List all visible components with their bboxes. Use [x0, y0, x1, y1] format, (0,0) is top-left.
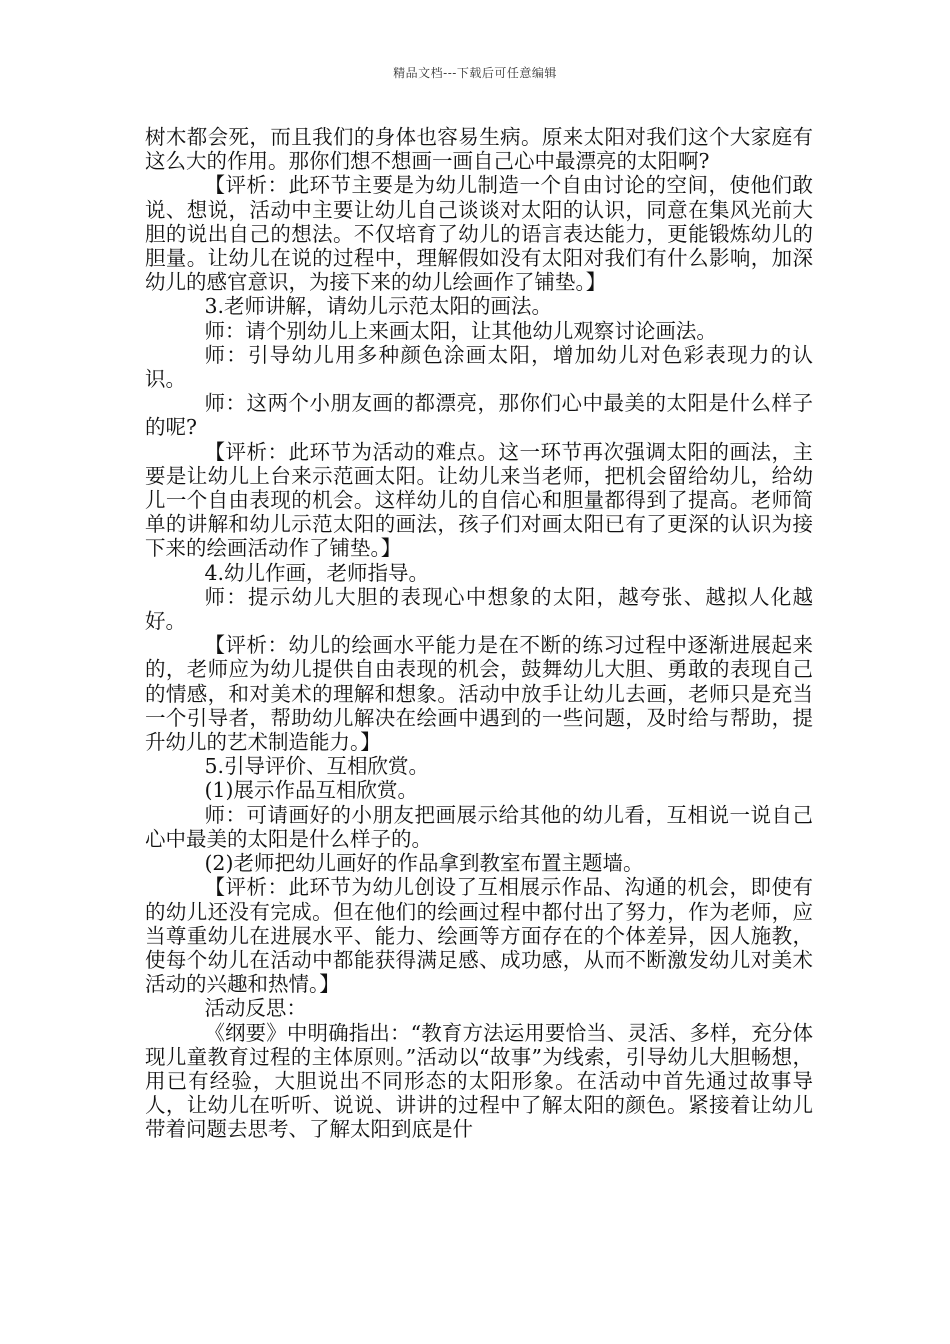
paragraph-12: (1)展示作品互相欣赏。: [204, 778, 418, 803]
paragraph-8: 4.幼儿作画，老师指导。: [204, 560, 429, 585]
paragraph-11: 5.引导评价、互相欣赏。: [204, 754, 429, 779]
paragraph-14: (2)老师把幼儿画好的作品拿到教室布置主题墙。: [204, 851, 644, 876]
paragraph-4: 师：请个别幼儿上来画太阳，让其他幼儿观察讨论画法。: [204, 318, 717, 343]
paragraph-5: 师：引导幼儿用多种颜色涂画太阳，增加幼儿对色彩表现力的认识。: [145, 342, 813, 392]
paragraph-3: 3.老师讲解，请幼儿示范太阳的画法。: [204, 294, 552, 319]
paragraph-15: 【评析：此环节为幼儿创设了互相展示作品、沟通的机会，即使有的幼儿还没有完成。但在他们的绘画过程中都付出了努力，作为老师，应当尊重幼儿在进展水平、能力、绘画等方面存在的个体差异，因人施教，使每个幼儿在活动中都能获得满足感、成功感，从而不断激发幼儿对美术活动的兴趣和热情。】: [145, 875, 813, 997]
paragraph-1: 树木都会死，而且我们的身体也容易生病。原来太阳对我们这个大家庭有这么大的作用。那你们想不想画一画自己心中最漂亮的太阳啊?: [145, 125, 813, 174]
paragraph-16: 活动反思：: [204, 996, 307, 1021]
page-header: 精品文档---下载后可任意编辑: [393, 66, 557, 80]
paragraph-17: 《纲要》中明确指出：“教育方法运用要恰当、灵活、多样，充分体现儿童教育过程的主体原则。”活动以“故事”为线索，引导幼儿大胆畅想，用已有经验，大胆说出不同形态的太阳形象。在活动中首先通过故事导人，让幼儿在听听、说说、讲讲的过程中了解太阳的颜色。紧接着让幼儿带着问题去思考、了解太阳到底是什: [145, 1020, 813, 1142]
paragraph-2: 【评析：此环节主要是为幼儿制造一个自由讨论的空间，使他们敢说、想说，活动中主要让幼儿自己谈谈对太阳的认识，同意在集风光前大胆的说出自己的想法。不仅培育了幼儿的语言表达能力，更能锻炼幼儿的胆量。让幼儿在说的过程中，理解假如没有太阳对我们有什么影响，加深幼儿的感官意识，为接下来的幼儿绘画作了铺垫。】: [145, 173, 813, 295]
paragraph-10: 【评析：幼儿的绘画水平能力是在不断的练习过程中逐渐进展起来的，老师应为幼儿提供自由表现的机会，鼓舞幼儿大胆、勇敢的表现自己的情感，和对美术的理解和想象。活动中放手让幼儿去画，老师只是充当一个引导者，帮助幼儿解决在绘画中遇到的一些问题，及时给与帮助，提升幼儿的艺术制造能力。】: [145, 633, 813, 755]
paragraph-13: 师：可请画好的小朋友把画展示给其他的幼儿看，互相说一说自己心中最美的太阳是什么样子的。: [145, 802, 813, 851]
paragraph-6: 师：这两个小朋友画的都漂亮，那你们心中最美的太阳是什么样子的呢?: [145, 391, 813, 440]
paragraph-9: 师：提示幼儿大胆的表现心中想象的太阳，越夸张、越拟人化越好。: [145, 584, 813, 634]
paragraph-7: 【评析：此环节为活动的难点。这一环节再次强调太阳的画法，主要是让幼儿上台来示范画太阳。让幼儿来当老师，把机会留给幼儿，给幼儿一个自由表现的机会。这样幼儿的自信心和胆量都得到了提高。老师简单的讲解和幼儿示范太阳的画法，孩子们对画太阳已有了更深的认识为接下来的绘画活动作了铺垫。】: [145, 439, 813, 561]
document-body: [145, 125, 813, 1142]
